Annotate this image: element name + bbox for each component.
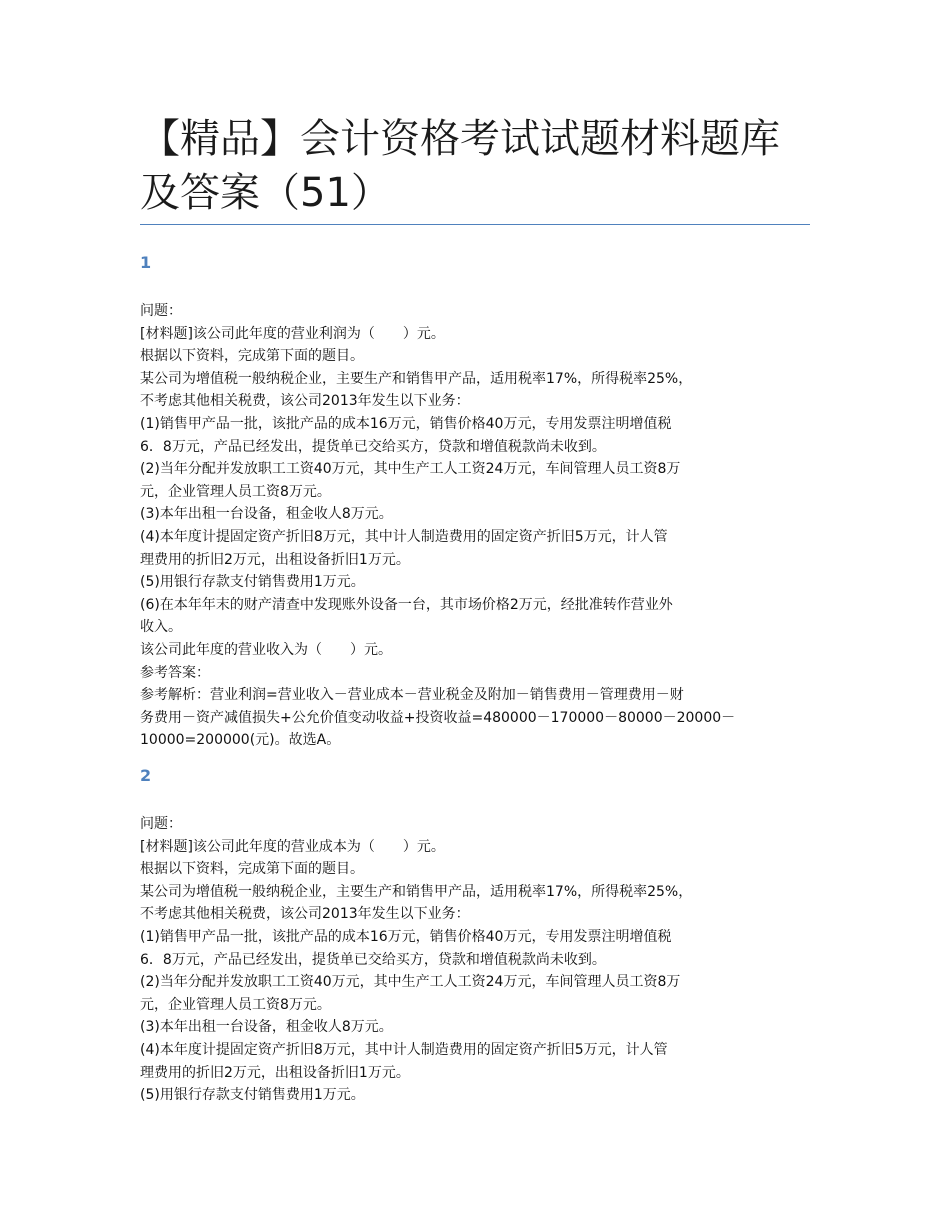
- document-title: [140, 112, 810, 220]
- question-2-body: [140, 813, 812, 1107]
- question-1-line: 问题：: [140, 303, 182, 319]
- question-1-line: (6)在本年年末的财产清查中发现账外设备一台，其市场价格2万元，经批准转作营业外: [140, 596, 673, 613]
- question-1-line: (1)销售甲产品一批，该批产品的成本16万元，销售价格40万元，专用发票注明增值税: [140, 415, 672, 432]
- question-2-line: [材料题]该公司此年度的营业成本为（ ）元。: [140, 838, 445, 855]
- question-2-line: (5)用银行存款支付销售费用1万元。: [140, 1087, 365, 1104]
- question-2-line: 理费用的折旧2万元，出租设备折旧1万元。: [140, 1064, 410, 1081]
- question-2-line: (4)本年度计提固定资产折旧8万元，其中计人制造费用的固定资产折旧5万元，计人管: [140, 1041, 668, 1058]
- question-1-line: 收入。: [140, 619, 182, 636]
- question-1-line: 根据以下资料，完成第下面的题目。: [140, 348, 364, 365]
- question-1-line: (2)当年分配并发放职工工资40万元，其中生产工人工资24万元，车间管理人员工资8万: [140, 461, 681, 478]
- question-1-line: (5)用银行存款支付销售费用1万元。: [140, 574, 365, 591]
- question-1-line: (4)本年度计提固定资产折旧8万元，其中计人制造费用的固定资产折旧5万元，计人管: [140, 528, 668, 545]
- question-1-line: 参考答案：: [140, 664, 210, 681]
- document-title-line-2: 及答案（51）: [140, 170, 391, 216]
- question-1-line: (3)本年出租一台设备，租金收人8万元。: [140, 506, 393, 523]
- question-1-line: 该公司此年度的营业收入为（ ）元。: [140, 641, 392, 658]
- question-2-line: 根据以下资料，完成第下面的题目。: [140, 861, 364, 878]
- question-1-line: 某公司为增值税一般纳税企业，主要生产和销售甲产品，适用税率17%，所得税率25%，: [140, 370, 693, 387]
- question-2-line: (3)本年出租一台设备，租金收人8万元。: [140, 1019, 393, 1036]
- question-1-line: 元，企业管理人员工资8万元。: [140, 483, 331, 500]
- document-title-line-1: 【精品】会计资格考试试题材料题库: [140, 116, 780, 162]
- question-2-line: 不考虑其他相关税费，该公司2013年发生以下业务：: [140, 906, 470, 923]
- question-1-line: 务费用－资产减值损失+公允价值变动收益+投资收益=480000－170000－80000－20000－: [140, 709, 736, 726]
- question-2-line: 6．8万元，产品已经发出，提货单已交给买方，贷款和增值税款尚未收到。: [140, 951, 606, 968]
- question-2-line: 某公司为增值税一般纳税企业，主要生产和销售甲产品，适用税率17%，所得税率25%，: [140, 883, 693, 900]
- question-2-line: (1)销售甲产品一批，该批产品的成本16万元，销售价格40万元，专用发票注明增值税: [140, 928, 672, 945]
- question-1-line: 不考虑其他相关税费，该公司2013年发生以下业务：: [140, 393, 470, 410]
- question-1-line: 6．8万元，产品已经发出，提货单已交给买方，贷款和增值税款尚未收到。: [140, 438, 606, 455]
- question-2-line: (2)当年分配并发放职工工资40万元，其中生产工人工资24万元，车间管理人员工资8万: [140, 974, 681, 991]
- question-2-line: 问题：: [140, 816, 182, 832]
- question-1-number: 1: [140, 253, 152, 272]
- question-1-line: [材料题]该公司此年度的营业利润为（ ）元。: [140, 325, 445, 342]
- question-1-line: 理费用的折旧2万元，出租设备折旧1万元。: [140, 551, 410, 568]
- question-2-line: 元，企业管理人员工资8万元。: [140, 996, 331, 1013]
- question-1-line: 10000=200000(元)。故选A。: [140, 732, 341, 749]
- question-1-line: 参考解析：营业利润=营业收入－营业成本－营业税金及附加－销售费用－管理费用－财: [140, 687, 684, 704]
- question-2-number: 2: [140, 766, 152, 785]
- title-underline: [140, 224, 810, 225]
- question-1-body: [140, 300, 812, 752]
